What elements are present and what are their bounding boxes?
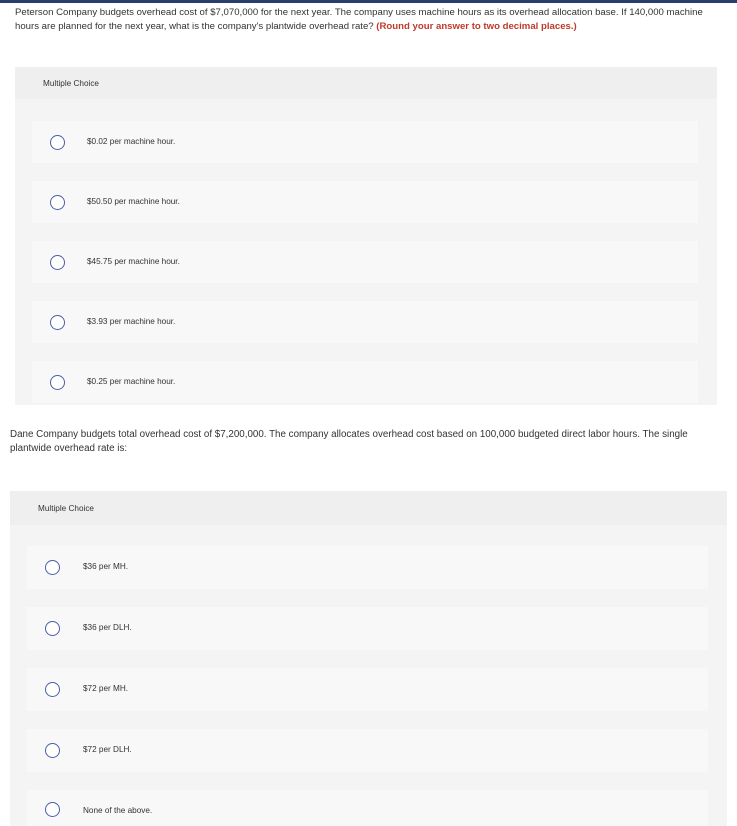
question-1-option-c[interactable] [32, 241, 698, 283]
radio-button[interactable] [50, 315, 65, 330]
question-1-option-e[interactable] [32, 361, 698, 403]
question-1-text: Peterson Company budgets overhead cost of $7,070,000 for the next year. The company uses machine hours as its overhead allocation base. If 140,000 machine hours are planned for the next year, what is the company's plantwide overhead rate? [15, 7, 703, 32]
question-2-option-b[interactable] [27, 607, 708, 650]
question-1-choices-panel [15, 67, 717, 405]
option-label: $36 per DLH. [83, 623, 132, 632]
question-2-choices-header: Multiple Choice [10, 491, 727, 525]
radio-button[interactable] [45, 560, 60, 575]
option-label: $72 per DLH. [83, 745, 132, 754]
radio-button[interactable] [45, 802, 60, 817]
option-label: $50.50 per machine hour. [87, 197, 180, 206]
question-2-prompt: Dane Company budgets total overhead cost of $7,200,000. The company allocates overhead cost based on 100,000 budgeted direct labor hours. The single plantwide overhead rate is: [10, 429, 688, 454]
question-2-option-e[interactable] [27, 790, 708, 826]
question-1-choices-header: Multiple Choice [15, 67, 717, 99]
question-1-option-b[interactable] [32, 181, 698, 223]
question-2-choices-panel [10, 491, 727, 826]
option-label: $0.25 per machine hour. [87, 377, 176, 386]
option-label: $3.93 per machine hour. [87, 317, 176, 326]
radio-button[interactable] [45, 682, 60, 697]
question-1-option-d[interactable] [32, 301, 698, 343]
question-1-prompt [15, 6, 727, 33]
option-label: $0.02 per machine hour. [87, 137, 176, 146]
radio-button[interactable] [50, 375, 65, 390]
question-2-option-a[interactable] [27, 546, 708, 589]
radio-button[interactable] [50, 135, 65, 150]
question-1-rounding-instruction: (Round your answer to two decimal places.) [376, 20, 577, 32]
question-2-option-d[interactable] [27, 729, 708, 772]
option-label: None of the above. [83, 806, 153, 815]
radio-button[interactable] [50, 195, 65, 210]
question-2-option-c[interactable] [27, 668, 708, 711]
radio-button[interactable] [50, 255, 65, 270]
option-label: $45.75 per machine hour. [87, 257, 180, 266]
option-label: $36 per MH. [83, 562, 129, 571]
top-accent-bar [0, 0, 737, 3]
radio-button[interactable] [45, 621, 60, 636]
radio-button[interactable] [45, 743, 60, 758]
question-1-option-a[interactable] [32, 121, 698, 163]
option-label: $72 per MH. [83, 684, 129, 693]
